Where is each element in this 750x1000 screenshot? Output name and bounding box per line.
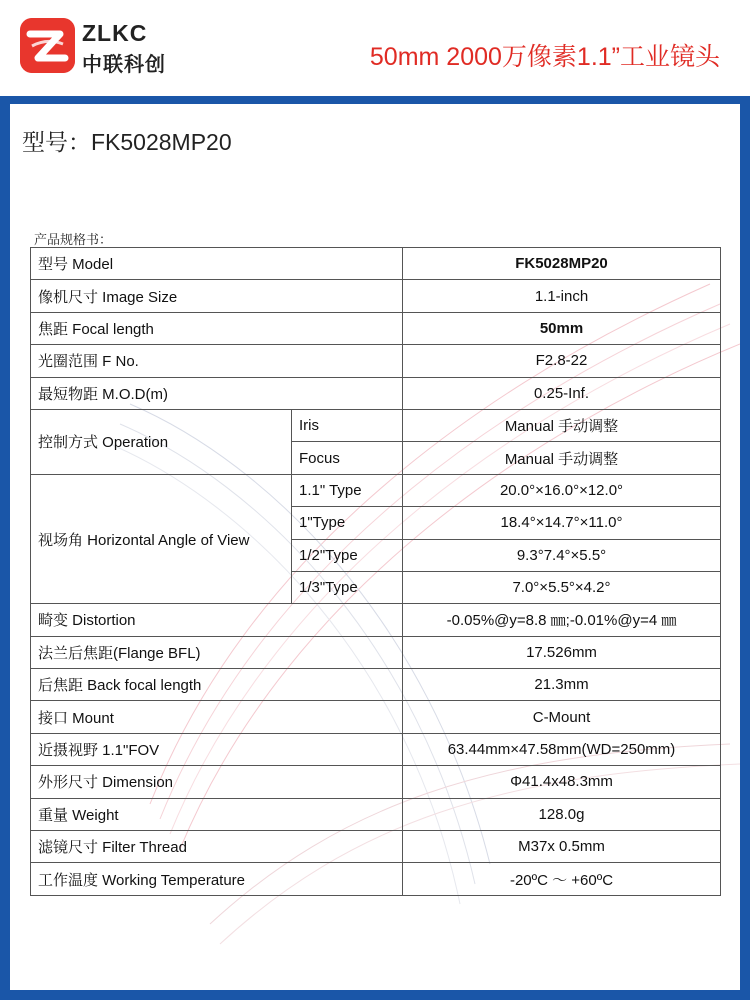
row-label: 控制方式 Operation	[31, 409, 292, 474]
row-value: FK5028MP20	[403, 248, 721, 280]
row-value: C-Mount	[403, 701, 721, 733]
row-value: Manual 手动调整	[403, 409, 721, 441]
table-row	[31, 604, 721, 636]
row-value: 0.25-Inf.	[403, 377, 721, 409]
row-label: 工作温度 Working Temperature	[31, 863, 403, 895]
sub-label: 1"Type	[292, 507, 403, 539]
row-value: 50mm	[403, 312, 721, 344]
table-row	[31, 798, 721, 830]
row-value: 1.1-inch	[403, 280, 721, 312]
row-value: 7.0°×5.5°×4.2°	[403, 571, 721, 603]
row-value: 9.3°7.4°×5.5°	[403, 539, 721, 571]
spec-caption: 产品规格书：	[34, 233, 113, 248]
logo-mark-icon	[20, 18, 75, 73]
table-row	[31, 280, 721, 312]
row-label: 法兰后焦距(Flange BFL)	[31, 636, 403, 668]
row-label: 近摄视野 1.1"FOV	[31, 733, 403, 765]
row-value: M37x 0.5mm	[403, 831, 721, 863]
table-row	[31, 701, 721, 733]
table-row	[31, 377, 721, 409]
frame-right-bar	[740, 104, 750, 990]
row-value: 17.526mm	[403, 636, 721, 668]
brand-logo	[20, 18, 180, 76]
row-label: 重量 Weight	[31, 798, 403, 830]
logo-text-en: ZLKC	[82, 20, 148, 46]
table-row	[31, 636, 721, 668]
frame-bottom-bar	[0, 990, 750, 1000]
table-row	[31, 312, 721, 344]
table-row	[31, 766, 721, 798]
row-value: 21.3mm	[403, 669, 721, 701]
row-label: 像机尺寸 Image Size	[31, 280, 403, 312]
row-value: 18.4°×14.7°×11.0°	[403, 507, 721, 539]
row-label: 最短物距 M.O.D(m)	[31, 377, 403, 409]
row-label: 光圈范围 F No.	[31, 345, 403, 377]
table-row	[31, 345, 721, 377]
table-row	[31, 733, 721, 765]
row-value: -0.05%@y=8.8 ㎜;-0.01%@y=4 ㎜	[403, 604, 721, 636]
sub-label: Focus	[292, 442, 403, 474]
row-label: 接口 Mount	[31, 701, 403, 733]
row-label: 焦距 Focal length	[31, 312, 403, 344]
table-row	[31, 669, 721, 701]
row-value: Manual 手动调整	[403, 442, 721, 474]
content-panel	[10, 104, 740, 990]
row-label: 型号 Model	[31, 248, 403, 280]
row-value: F2.8-22	[403, 345, 721, 377]
table-row	[31, 474, 721, 506]
sub-label: 1/2"Type	[292, 539, 403, 571]
sub-label: 1/3"Type	[292, 571, 403, 603]
page-header	[0, 0, 750, 96]
table-row	[31, 831, 721, 863]
row-label: 后焦距 Back focal length	[31, 669, 403, 701]
logo-text-cn: 中联科创	[82, 54, 166, 76]
page-title: 50mm 2000万像素1.1”工业镜头	[369, 43, 720, 71]
row-label: 视场角 Horizontal Angle of View	[31, 474, 292, 604]
row-value: 20.0°×16.0°×12.0°	[403, 474, 721, 506]
sub-label: 1.1" Type	[292, 474, 403, 506]
table-row	[31, 409, 721, 441]
spec-table	[30, 247, 721, 896]
row-value: 128.0g	[403, 798, 721, 830]
sub-label: Iris	[292, 409, 403, 441]
model-heading: 型号：FK5028MP20	[22, 129, 232, 155]
row-value: 63.44mm×47.58mm(WD=250mm)	[403, 733, 721, 765]
row-value: -20ºC ～ +60ºC	[403, 863, 721, 895]
table-row	[31, 863, 721, 895]
row-label: 外形尺寸 Dimension	[31, 766, 403, 798]
row-value: Φ41.4x48.3mm	[403, 766, 721, 798]
row-label: 畸变 Distortion	[31, 604, 403, 636]
row-label: 滤镜尺寸 Filter Thread	[31, 831, 403, 863]
frame-left-bar	[0, 104, 10, 990]
frame-top-bar	[0, 96, 750, 104]
table-row	[31, 248, 721, 280]
